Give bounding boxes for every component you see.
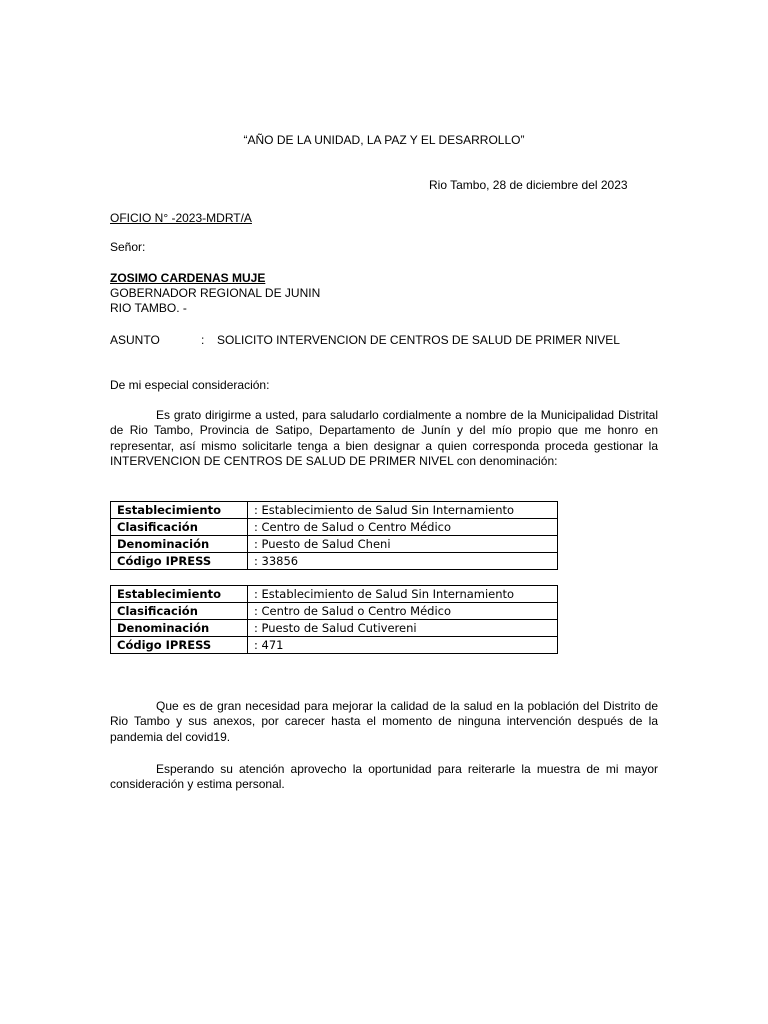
asunto-colon: :: [201, 333, 205, 347]
table-row: [111, 586, 558, 603]
recipient-name: ZOSIMO CARDENAS MUJE: [110, 271, 266, 285]
health-center-table: [110, 585, 558, 654]
recipient-place: RIO TAMBO. -: [110, 301, 187, 315]
field-label: Denominación: [111, 536, 248, 553]
field-value: : 471: [248, 637, 558, 654]
table-row: [111, 620, 558, 637]
asunto-text: SOLICITO INTERVENCION DE CENTROS DE SALUD DE PRIMER NIVEL: [217, 333, 620, 347]
table-row: [111, 603, 558, 620]
field-value: : Establecimiento de Salud Sin Internamiento: [248, 502, 558, 519]
closing-paragraph: Esperando su atención aprovecho la oportunidad para reiterarle la muestra de mi mayor consideración y estima personal.: [110, 762, 658, 792]
body-paragraph: Que es de gran necesidad para mejorar la calidad de la salud en la población del Distrito de Rio Tambo y sus anexos, por carecer hasta el momento de ninguna intervención después de la pandemia del covid19.: [110, 699, 658, 744]
year-motto-title: “AÑO DE LA UNIDAD, LA PAZ Y EL DESARROLLO”: [243, 133, 525, 147]
field-value: : Establecimiento de Salud Sin Internamiento: [248, 586, 558, 603]
field-label: Código IPRESS: [111, 553, 248, 570]
salutation: Señor:: [110, 240, 146, 254]
field-value: : Puesto de Salud Cheni: [248, 536, 558, 553]
recipient-role: GOBERNADOR REGIONAL DE JUNIN: [110, 286, 321, 300]
field-value: : Centro de Salud o Centro Médico: [248, 603, 558, 620]
field-label: Establecimiento: [111, 502, 248, 519]
greeting: De mi especial consideración:: [110, 378, 270, 392]
table-row: [111, 536, 558, 553]
field-label: Establecimiento: [111, 586, 248, 603]
field-label: Clasificación: [111, 603, 248, 620]
field-label: Denominación: [111, 620, 248, 637]
field-value: : Centro de Salud o Centro Médico: [248, 519, 558, 536]
table-row: [111, 502, 558, 519]
body-paragraph: Es grato dirigirme a usted, para saludarlo cordialmente a nombre de la Municipalidad Distrital de Rio Tambo, Provincia de Satipo, Departamento de Junín y del mío propio que me honro en representar, así mismo solicitarle tenga a bien designar a quien corresponda proceda gestionar la INTERVENCION DE CENTROS DE SALUD DE PRIMER NIVEL con denominación:: [110, 408, 658, 468]
asunto-label: ASUNTO: [110, 333, 160, 347]
field-label: Clasificación: [111, 519, 248, 536]
table-row: [111, 519, 558, 536]
table-row: [111, 637, 558, 654]
date-line: Rio Tambo, 28 de diciembre del 2023: [429, 178, 628, 192]
field-value: : 33856: [248, 553, 558, 570]
table-row: [111, 553, 558, 570]
field-label: Código IPRESS: [111, 637, 248, 654]
field-value: : Puesto de Salud Cutivereni: [248, 620, 558, 637]
health-center-table: [110, 501, 558, 570]
oficio-number: OFICIO N° -2023-MDRT/A: [110, 211, 252, 225]
